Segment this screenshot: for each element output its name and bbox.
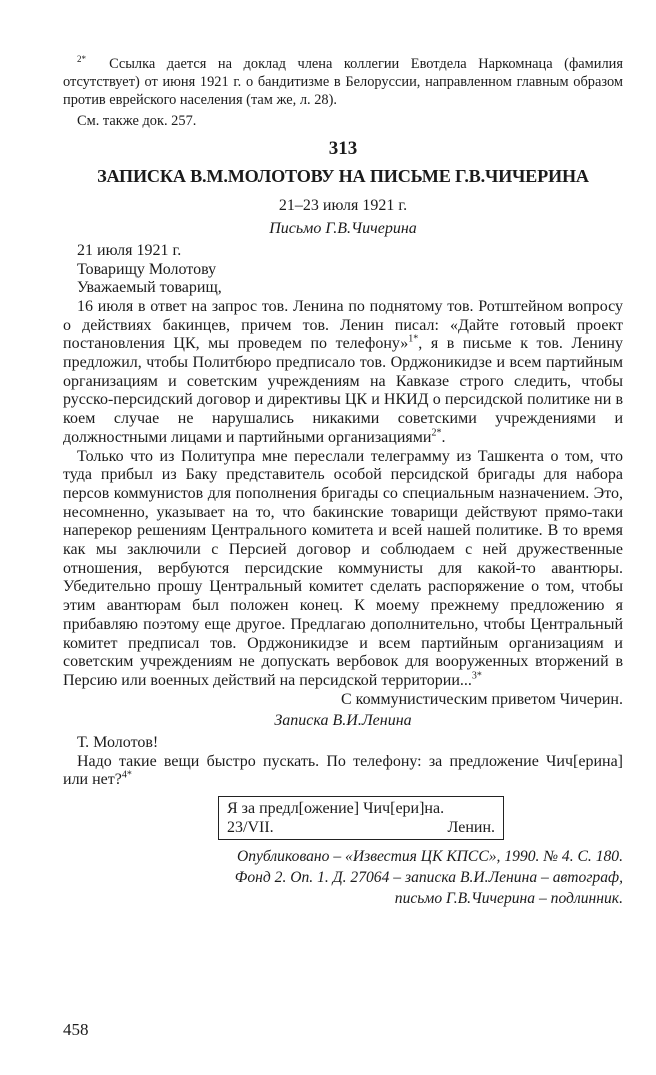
letter-paragraph-1 bbox=[63, 298, 623, 448]
note-body: Надо такие вещи быстро пускать. По телефону: за предложение Чич[ерина] или нет? bbox=[63, 752, 623, 789]
resolution-signature: Ленин. bbox=[447, 819, 495, 837]
note-text bbox=[63, 753, 623, 790]
archive-line-1: Фонд 2. Оп. 1. Д. 27064 – записка В.И.Ленина – автограф, bbox=[234, 869, 623, 887]
footnote-ref: 3* bbox=[471, 670, 482, 682]
archive-line-2: письмо Г.В.Чичерина – подлинник. bbox=[394, 890, 623, 908]
page-content bbox=[63, 50, 623, 909]
letter-body bbox=[63, 242, 623, 790]
source-info bbox=[63, 846, 623, 909]
paragraph-text: 16 июля в ответ на запрос тов. Ленина по поднятому тов. Ротштейном вопросу о действиях бакинцев, причем тов. Ленин писал: «Дайте готовый проект постановления ЦК, мы проведем по телефону» bbox=[63, 297, 623, 353]
note-addressee: Т. Молотов! bbox=[77, 734, 159, 752]
paragraph-end: . bbox=[441, 428, 446, 446]
publication-line: Опубликовано – «Известия ЦК КПСС», 1990. № 4. С. 180. bbox=[236, 848, 623, 866]
footnote-ref: 2* bbox=[431, 427, 442, 439]
footnote-ref: 4* bbox=[121, 770, 132, 782]
note-heading: Записка В.И.Ленина bbox=[274, 712, 412, 730]
see-also-note: См. также док. 257. bbox=[77, 112, 197, 129]
resolution-footer bbox=[227, 818, 495, 837]
document-title: ЗАПИСКА В.М.МОЛОТОВУ НА ПИСЬМЕ Г.В.ЧИЧЕРИНА bbox=[97, 165, 589, 186]
resolution-date: 23/VII. bbox=[227, 819, 274, 837]
footnote-ref: 1* bbox=[408, 333, 419, 345]
letter-date: 21 июля 1921 г. bbox=[77, 241, 182, 259]
letter-addressee: Товарищу Молотову bbox=[77, 260, 217, 278]
document-number: 313 bbox=[328, 137, 358, 159]
paragraph-text: , я в письме к тов. Ленину предложил, чтобы Политбюро предписало тов. Орджоникидзе и всем партийным организациям и советским учреждениям на Кавказе строго следить, чтобы русско-персидский договор и директивы ЦК и НКИД о персидской политике ни в коем случае не нарушались никакими советскими учреждениями и должностными лицами и партийными организациями bbox=[63, 335, 623, 446]
resolution-box bbox=[218, 796, 504, 840]
document-date: 21–23 июля 1921 г. bbox=[278, 196, 408, 214]
page-number: 458 bbox=[63, 1020, 89, 1039]
letter-greeting: Уважаемый товарищ, bbox=[77, 279, 222, 297]
resolution-wrapper bbox=[99, 796, 623, 840]
footnote-2 bbox=[63, 50, 623, 109]
letter-closing: С коммунистическим приветом Чичерин. bbox=[341, 690, 623, 708]
resolution-text: Я за предл[ожение] Чич[ери]на. bbox=[227, 800, 445, 818]
letter-heading: Письмо Г.В.Чичерина bbox=[269, 219, 417, 237]
paragraph-text: Только что из Политупра мне переслали телеграмму из Ташкента о том, что туда прибыл из Баку представитель особой персидской бригады для набора персов коммунистов для пополнения бригады со специальным назначением. Это, несомненно, указывает на то, что бакинские товарищи действуют прямо-таки наперекор решениям Центрального комитета и всей нашей политике. В то время как мы заключили с Персией договор и соблюдаем с ней дружественные отношения, вербуются персидские коммунисты для какой-то авантюры. Убедительно прошу Центральный комитет сделать распоряжение о том, чтобы этим авантюрам был положен конец. К моему прежнему предложению я прибавляю поэтому еще другое. Предлагаю дополнительно, чтобы Центральный комитет предписал тов. Орджоникидзе и всем партийным организациям и советским учреждениям не допускать вербовок для вооруженных вторжений в Персию или военных действий на персидской территории... bbox=[63, 447, 623, 689]
footnote-marker: 2* bbox=[77, 54, 86, 64]
letter-paragraph-2 bbox=[63, 448, 623, 691]
footnote-text: Ссылка дается на доклад члена коллегии Евотдела Наркомнаца (фамилия отсутствует) от июня 1921 г. о бандитизме в Белоруссии, направленном главным образом против еврейского населения (там же, л. 28). bbox=[63, 55, 623, 108]
